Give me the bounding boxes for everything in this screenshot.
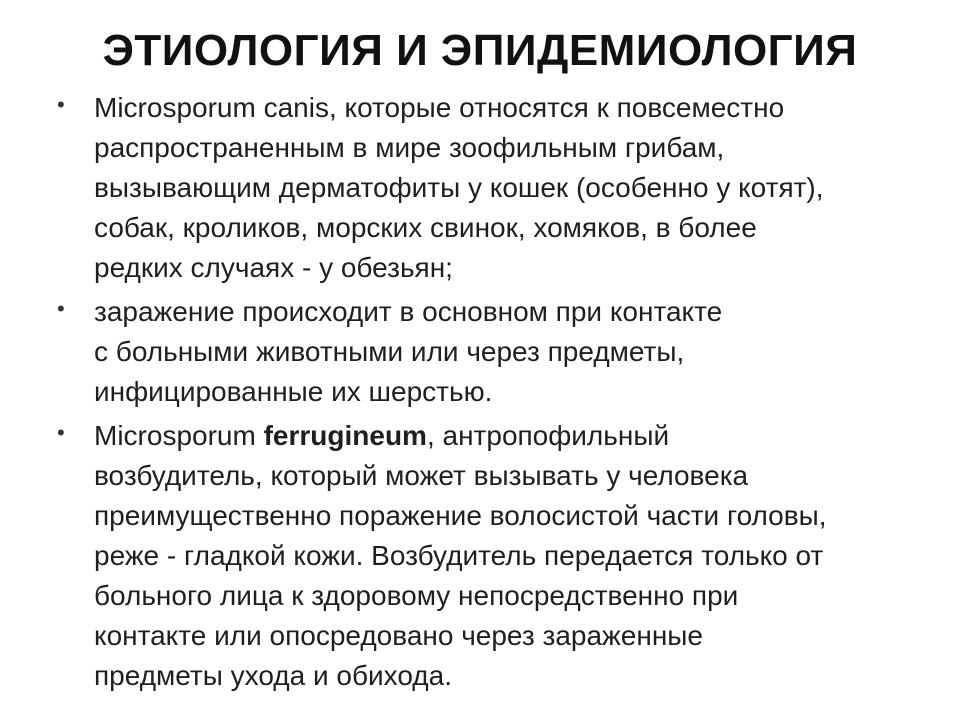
- bullet-text-line: распространенным в мире зоофильным грибам,: [94, 132, 725, 163]
- bullet-text-line: Microsporum canis, которые относятся к повсеместно: [94, 92, 785, 123]
- bullet-list: [50, 88, 940, 696]
- bullet-text-line: с больными животными или через предметы,: [94, 336, 685, 367]
- bullet-text-line: редких случаях - у обезьян;: [94, 252, 453, 283]
- bullet-text-line: больного лица к здоровому непосредственно при: [94, 580, 739, 611]
- bullet-text-line: реже - гладкой кожи. Возбудитель передается только от: [94, 540, 824, 571]
- bullet-marker: •: [57, 420, 65, 445]
- bullet-text-line: вызывающим дерматофиты у кошек (особенно у котят),: [94, 172, 824, 203]
- bullet-text-line: инфицированные их шерстью.: [94, 376, 493, 407]
- bullet-text-line: контакте или опосредовано через зараженные: [94, 620, 703, 651]
- bullet-marker: •: [57, 296, 65, 321]
- bullet-text-line: предметы ухода и обихода.: [94, 660, 452, 691]
- bullet-text-line-mixed: [94, 416, 940, 456]
- bullet-text-line: заражение происходит в основном при контакте: [94, 296, 723, 327]
- bullet-text-line: преимущественно поражение волосистой части головы,: [94, 500, 827, 531]
- bold-species-name: ferrugineum: [263, 420, 427, 451]
- bullet-text-line: собак, кроликов, морских свинок, хомяков, в более: [94, 212, 757, 243]
- slide-title: ЭТИОЛОГИЯ И ЭПИДЕМИОЛОГИЯ: [102, 26, 858, 75]
- bullet-item-1: [50, 88, 940, 288]
- text-run: Microsporum: [94, 420, 264, 451]
- bullet-item-3: [50, 416, 940, 696]
- bullet-text-line: возбудитель, который может вызывать у человека: [94, 460, 749, 491]
- bullet-marker: •: [57, 92, 65, 117]
- text-run: , антропофильный: [426, 420, 670, 451]
- bullet-item-2: [50, 292, 940, 412]
